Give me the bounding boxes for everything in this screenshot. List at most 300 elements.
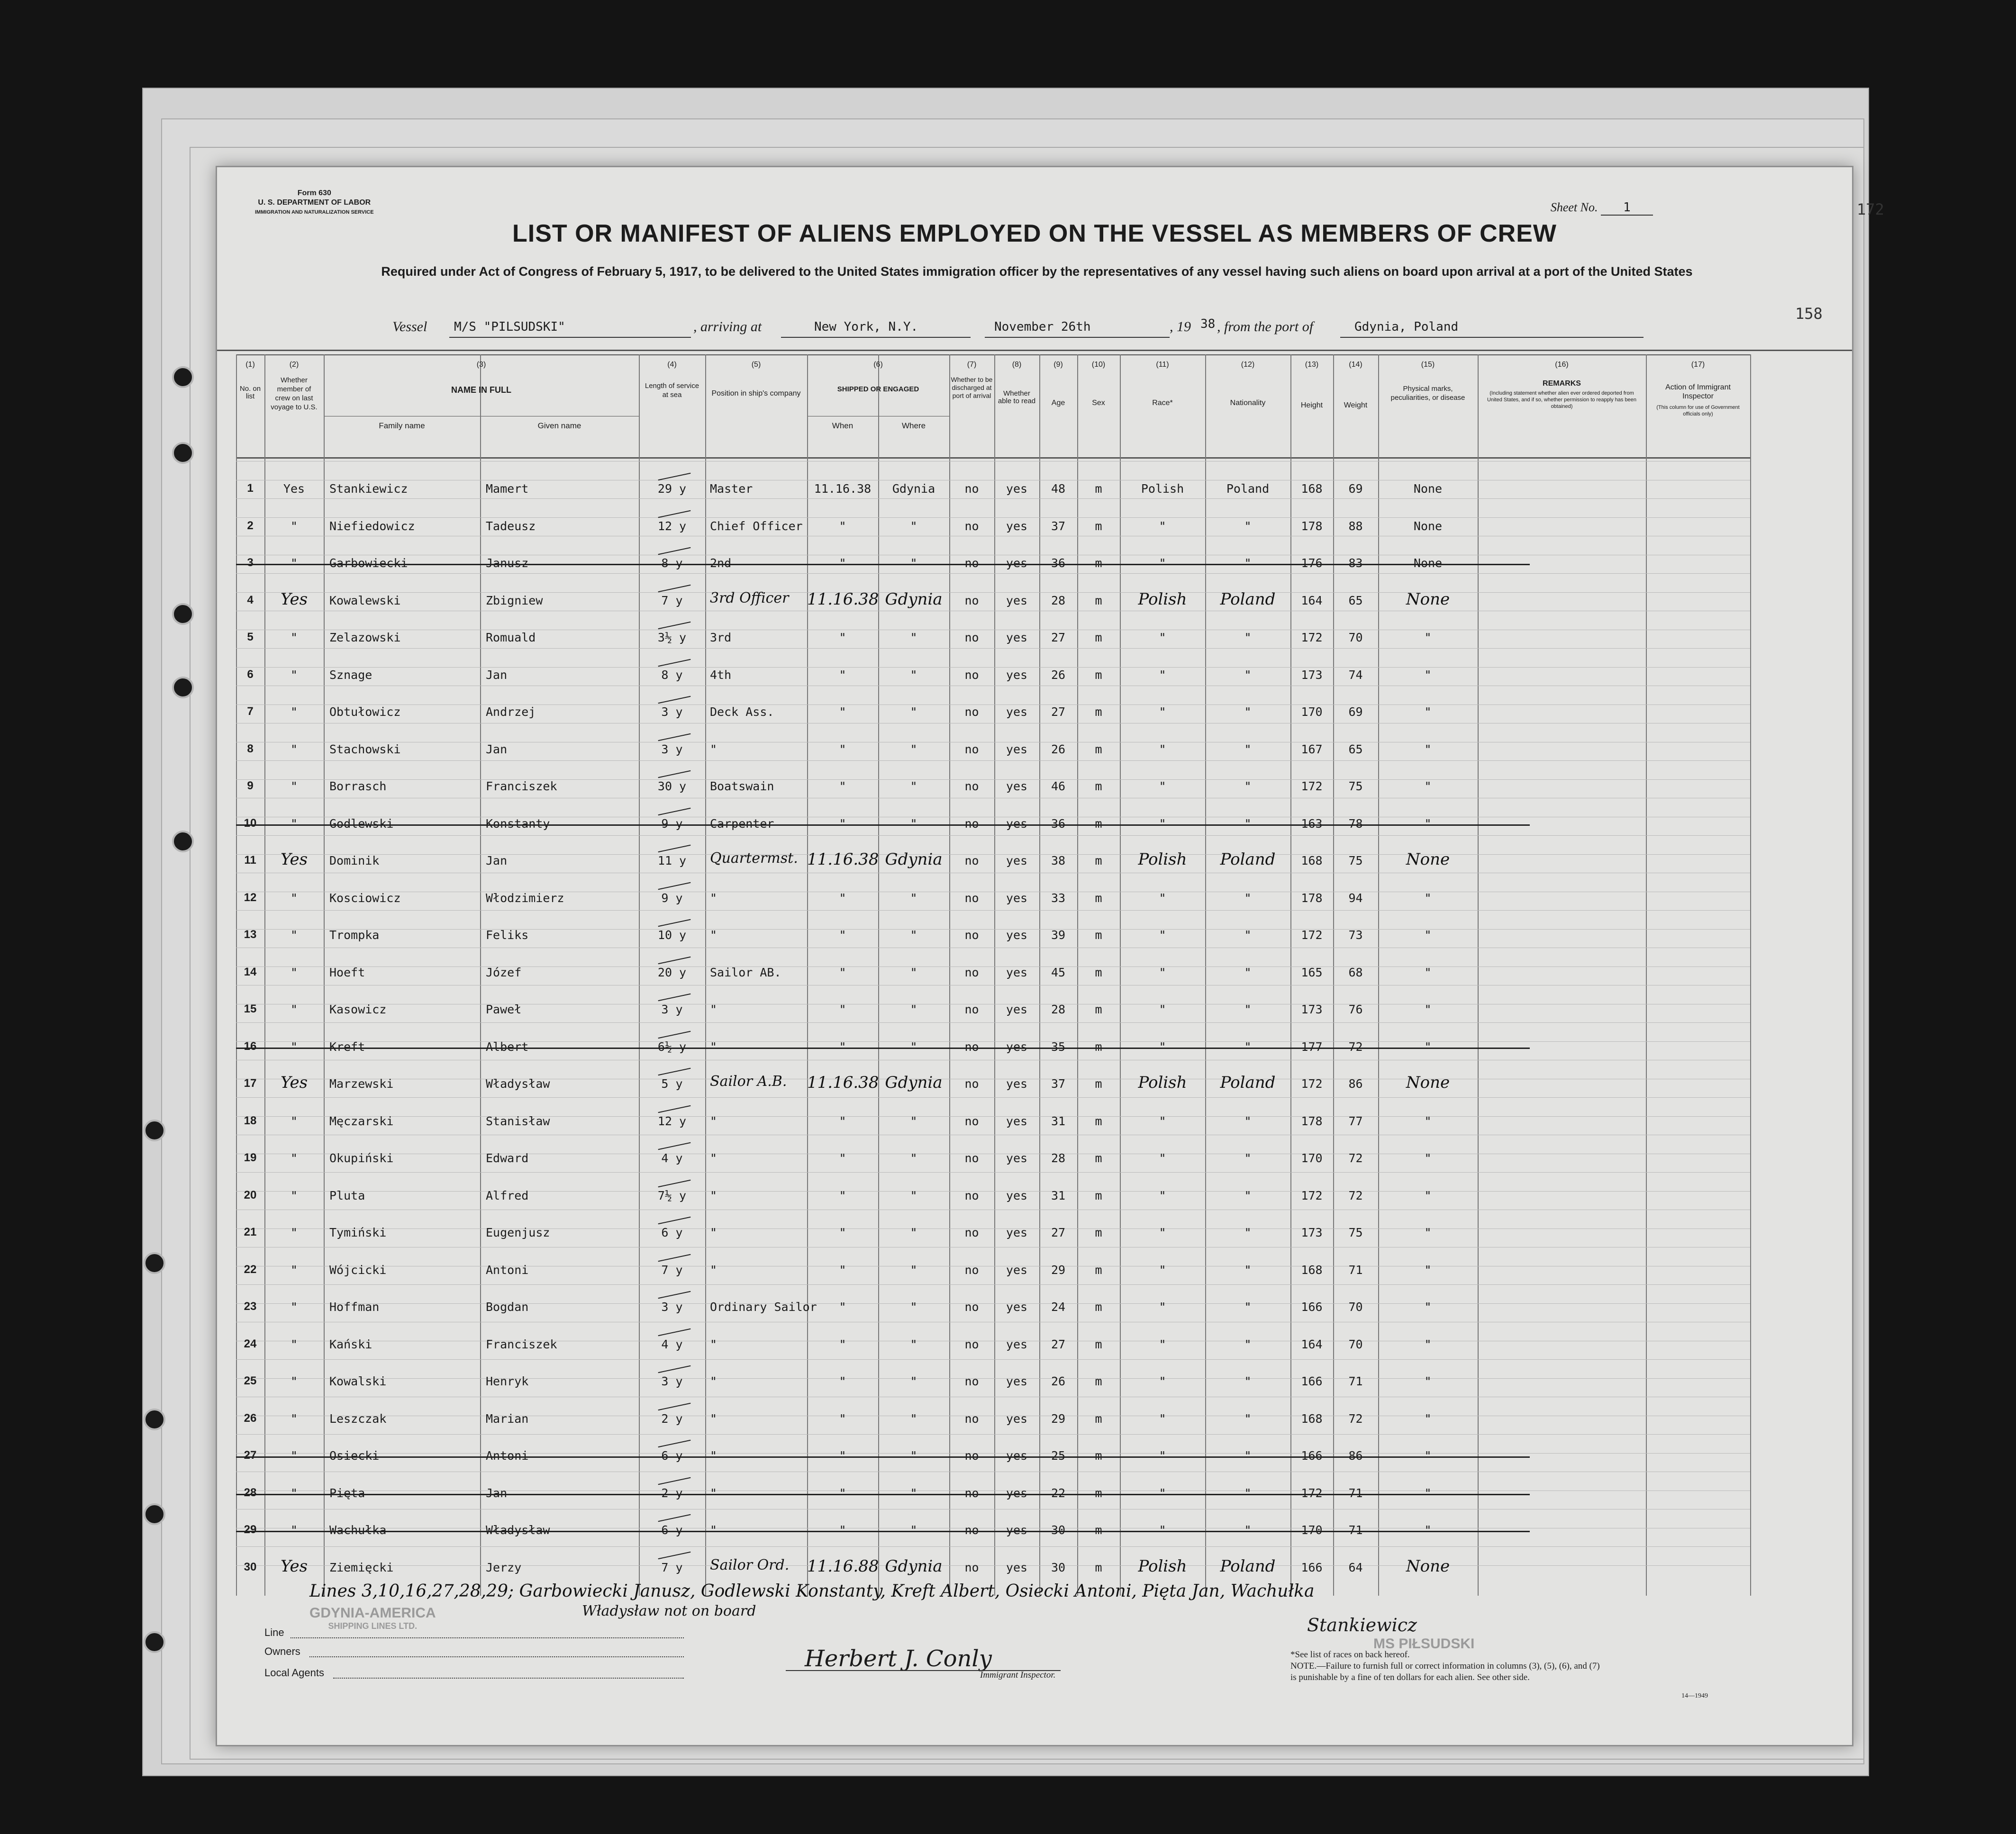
cell-weight: 86	[1348, 1077, 1363, 1091]
cell-last: "	[290, 1151, 298, 1165]
cell-where: "	[910, 1486, 917, 1500]
cell-no: 15	[244, 1003, 257, 1015]
column-label: No. on list	[239, 385, 261, 400]
cell-last: Yes	[280, 589, 308, 609]
cell-marks: "	[1424, 1039, 1432, 1054]
cell-service: 7 y	[661, 593, 683, 607]
cell-family: Pluta	[329, 1188, 365, 1202]
column-label: Nationality	[1230, 399, 1266, 407]
cell-sex: m	[1095, 891, 1102, 905]
annotation-line-1: Lines 3,10,16,27,28,29; Garbowiecki Janusz, Godlewski Konstanty, Kreft Albert, Osiecki Antoni, Pięta Jan, Wachułka	[309, 1581, 1315, 1601]
sheet-number-label: Sheet No.	[1550, 200, 1598, 214]
company-stamp-sub: SHIPPING LINES LTD.	[328, 1621, 418, 1631]
cell-no: 21	[244, 1226, 257, 1238]
cell-discharged: no	[964, 1077, 979, 1091]
column-label: Position in ship's company	[711, 389, 801, 398]
cell-where: "	[910, 705, 917, 719]
cell-nationality: "	[1244, 891, 1252, 905]
cell-when: "	[839, 705, 846, 719]
cell-last: "	[290, 631, 298, 644]
cell-no: 4	[247, 593, 254, 606]
cell-age: 37	[1051, 519, 1066, 533]
column-label: Height	[1300, 401, 1323, 409]
cell-weight: 71	[1348, 1263, 1363, 1277]
cell-nationality: "	[1244, 1337, 1252, 1351]
cell-position: Boatswain	[710, 779, 774, 793]
cell-height: 168	[1301, 1263, 1323, 1277]
cell-weight: 76	[1348, 1003, 1363, 1016]
cell-family: Garbowiecki	[329, 556, 408, 570]
cell-marks: None	[1406, 589, 1450, 609]
cell-age: 26	[1051, 668, 1066, 682]
cell-where: "	[910, 1226, 917, 1239]
cell-no: 25	[244, 1374, 257, 1387]
cell-service: 2 y	[661, 1411, 683, 1426]
cell-height: 164	[1301, 1337, 1323, 1351]
family-name-label: Family name	[379, 421, 425, 430]
cell-height: 178	[1301, 891, 1323, 905]
table-row	[217, 1336, 1852, 1373]
table-row	[217, 1521, 1852, 1559]
cell-height: 176	[1301, 556, 1323, 570]
cell-last: Yes	[283, 482, 305, 496]
cell-family: Zelazowski	[329, 631, 401, 644]
cell-race: "	[1159, 816, 1166, 831]
cell-given: Tadeusz	[486, 519, 536, 533]
cell-age: 24	[1051, 1300, 1066, 1314]
cell-last: "	[290, 1114, 298, 1128]
cell-nationality: "	[1244, 1226, 1252, 1239]
table-row	[217, 629, 1852, 666]
cell-position: "	[710, 1039, 717, 1054]
cell-when: "	[839, 668, 846, 682]
cell-service: 6½ y	[657, 1039, 687, 1054]
cell-no: 16	[244, 1039, 257, 1053]
cell-where: "	[910, 1411, 917, 1426]
cell-age: 26	[1051, 742, 1066, 756]
cell-nationality: "	[1244, 816, 1252, 831]
cell-position: "	[710, 1337, 717, 1351]
cell-discharged: no	[964, 1523, 979, 1537]
table-row	[217, 666, 1852, 704]
cell-weight: 77	[1348, 1114, 1363, 1128]
column-number: (2)	[289, 361, 299, 369]
cell-discharged: no	[964, 1449, 979, 1463]
cell-sex: m	[1095, 965, 1102, 979]
cell-service: 6 y	[661, 1226, 683, 1239]
cell-family: Kowalewski	[329, 593, 401, 607]
table-row	[217, 1075, 1852, 1112]
cell-given: Franciszek	[486, 779, 557, 793]
stamp-page-number: 172	[1857, 200, 1884, 218]
cell-where: "	[910, 1263, 917, 1277]
header-rule	[236, 354, 1750, 355]
cell-service: 3½ y	[657, 631, 687, 644]
cell-sex: m	[1095, 482, 1102, 496]
cell-service: 10 y	[657, 928, 687, 942]
cell-no: 19	[244, 1151, 257, 1164]
cell-race: "	[1159, 1337, 1166, 1351]
cell-nationality: "	[1244, 1003, 1252, 1016]
cell-family: Niefiedowicz	[329, 519, 415, 533]
column-number: (3)	[476, 361, 486, 369]
cell-when: "	[839, 742, 846, 756]
cell-position: Sailor A.B.	[710, 1073, 787, 1090]
cell-height: 166	[1301, 1300, 1323, 1314]
column-label: Race*	[1152, 399, 1173, 407]
cell-service: 12 y	[657, 519, 687, 533]
cell-when: "	[839, 556, 846, 570]
cell-weight: 74	[1348, 668, 1363, 682]
column-number: (13)	[1305, 361, 1319, 369]
cell-race: Polish	[1138, 1556, 1187, 1576]
cell-given: Franciszek	[486, 1337, 557, 1351]
cell-service: 7 y	[661, 1263, 683, 1277]
cell-family: Borrasch	[329, 779, 387, 793]
cell-discharged: no	[964, 631, 979, 644]
cell-read: yes	[1006, 1003, 1028, 1016]
cell-marks: "	[1424, 1263, 1432, 1277]
cell-age: 26	[1051, 1374, 1066, 1388]
cell-when: "	[839, 1003, 846, 1016]
cell-where: "	[910, 1337, 917, 1351]
races-note: *See list of races on back hereof.	[1290, 1650, 1410, 1660]
column-label: Weight	[1344, 401, 1368, 409]
cell-family: Hoffman	[329, 1300, 380, 1314]
cell-read: yes	[1006, 1263, 1028, 1277]
cell-given: Janusz	[486, 556, 529, 570]
cell-family: Hoeft	[329, 965, 365, 979]
cell-given: Władysław	[486, 1077, 550, 1091]
table-row	[217, 554, 1852, 592]
cell-sex: m	[1095, 1263, 1102, 1277]
cell-weight: 70	[1348, 1300, 1363, 1314]
cell-read: yes	[1006, 1077, 1028, 1091]
cell-given: Jan	[486, 1486, 508, 1500]
column-number: (15)	[1421, 361, 1435, 369]
cell-discharged: no	[964, 1039, 979, 1054]
cell-when: "	[839, 1374, 846, 1388]
cell-sex: m	[1095, 1300, 1102, 1314]
cell-race: "	[1159, 1411, 1166, 1426]
cell-where: "	[910, 1114, 917, 1128]
cell-race: "	[1159, 705, 1166, 719]
cell-given: Romuald	[486, 631, 536, 644]
print-code: 14—1949	[1681, 1692, 1708, 1699]
cell-given: Antoni	[486, 1263, 529, 1277]
cell-marks: "	[1424, 1003, 1432, 1016]
cell-given: Stanisław	[486, 1114, 550, 1128]
column-number: (12)	[1241, 361, 1255, 369]
cell-when: "	[839, 1151, 846, 1165]
column-number: (5)	[751, 361, 761, 369]
cell-position: Deck Ass.	[710, 705, 774, 719]
cell-no: 1	[247, 482, 254, 495]
cell-discharged: no	[964, 1374, 979, 1388]
cell-race: Polish	[1138, 850, 1187, 869]
cell-marks: "	[1424, 742, 1432, 756]
cell-service: 8 y	[661, 556, 683, 570]
cell-nationality: "	[1244, 1374, 1252, 1388]
cell-given: Jan	[486, 668, 508, 682]
cell-last: Yes	[280, 1073, 308, 1092]
table-row	[217, 1038, 1852, 1075]
cell-nationality: "	[1244, 1523, 1252, 1537]
cell-last: "	[290, 556, 298, 570]
cell-marks: "	[1424, 928, 1432, 942]
cell-weight: 64	[1348, 1560, 1363, 1574]
cell-position: 2nd	[710, 556, 732, 570]
cell-race: "	[1159, 1188, 1166, 1202]
shipped-when-label: When	[832, 421, 854, 430]
stamp-side-number: 158	[1795, 305, 1823, 323]
cell-discharged: no	[964, 1263, 979, 1277]
cell-sex: m	[1095, 1560, 1102, 1574]
cell-age: 30	[1051, 1560, 1066, 1574]
cell-age: 22	[1051, 1486, 1066, 1500]
cell-last: "	[290, 1486, 298, 1500]
cell-position: 3rd Officer	[710, 589, 789, 606]
cell-no: 6	[247, 668, 254, 681]
cell-no: 24	[244, 1337, 257, 1350]
cell-family: Tymiński	[329, 1226, 387, 1239]
given-name-label: Given name	[537, 421, 581, 430]
cell-age: 29	[1051, 1411, 1066, 1426]
cell-age: 27	[1051, 1226, 1066, 1239]
cell-family: Ziemięcki	[329, 1560, 394, 1574]
cell-given: Henryk	[486, 1374, 529, 1388]
manifest-sheet	[216, 166, 1884, 1746]
cell-race: "	[1159, 1374, 1166, 1388]
cell-no: 29	[244, 1523, 257, 1536]
cell-discharged: no	[964, 1226, 979, 1239]
cell-no: 11	[244, 854, 256, 867]
cell-sex: m	[1095, 593, 1102, 607]
cell-service: 3 y	[661, 705, 683, 719]
cell-given: Albert	[486, 1039, 529, 1054]
cell-discharged: no	[964, 556, 979, 570]
cell-age: 28	[1051, 593, 1066, 607]
cell-given: Feliks	[486, 928, 529, 942]
cell-service: 30 y	[657, 779, 687, 793]
cell-nationality: "	[1244, 779, 1252, 793]
cell-height: 170	[1301, 705, 1323, 719]
table-row	[217, 1484, 1852, 1522]
cell-read: yes	[1006, 1188, 1028, 1202]
cell-discharged: no	[964, 593, 979, 607]
cell-sex: m	[1095, 1151, 1102, 1165]
cell-given: Włodzimierz	[486, 891, 564, 905]
cell-weight: 78	[1348, 816, 1363, 831]
column-label: Physical marks, peculiarities, or disease	[1390, 385, 1465, 402]
cell-service: 8 y	[661, 668, 683, 682]
cell-where: "	[910, 965, 917, 979]
cell-read: yes	[1006, 891, 1028, 905]
cell-discharged: no	[964, 705, 979, 719]
table-row	[217, 703, 1852, 741]
cell-position: "	[710, 1114, 717, 1128]
cell-position: Chief Officer	[710, 519, 803, 533]
cell-where: "	[910, 1003, 917, 1016]
cell-where: "	[910, 519, 917, 533]
cell-read: yes	[1006, 1486, 1028, 1500]
cell-nationality: "	[1244, 1263, 1252, 1277]
cell-discharged: no	[964, 965, 979, 979]
cell-nationality: "	[1244, 1486, 1252, 1500]
punch-hole	[172, 366, 194, 388]
cell-nationality: Poland	[1220, 589, 1276, 609]
cell-read: yes	[1006, 965, 1028, 979]
cell-when: 11.16.38	[807, 850, 879, 869]
cell-last: "	[290, 965, 298, 979]
cell-sex: m	[1095, 928, 1102, 942]
cell-last: "	[290, 1226, 298, 1239]
cell-sex: m	[1095, 854, 1102, 867]
cell-nationality: "	[1244, 1114, 1252, 1128]
cell-discharged: no	[964, 1003, 979, 1016]
cell-no: 2	[247, 519, 254, 532]
cell-height: 168	[1301, 482, 1323, 496]
cell-when: "	[839, 891, 846, 905]
cell-height: 170	[1301, 1523, 1323, 1537]
cell-sex: m	[1095, 668, 1102, 682]
cell-height: 168	[1301, 1411, 1323, 1426]
cell-discharged: no	[964, 1114, 979, 1128]
inspector-note: (This column for use of Government officials only)	[1656, 405, 1740, 417]
cell-sex: m	[1095, 1486, 1102, 1500]
inspector-signature: Herbert J. Conly	[805, 1645, 992, 1672]
cell-marks: "	[1424, 779, 1432, 793]
cell-given: Józef	[486, 965, 522, 979]
cell-when: "	[839, 631, 846, 644]
cell-given: Paweł	[486, 1003, 522, 1016]
cell-weight: 94	[1348, 891, 1363, 905]
cell-race: Polish	[1138, 589, 1187, 609]
cell-weight: 70	[1348, 631, 1363, 644]
cell-last: "	[290, 1374, 298, 1388]
cell-race: "	[1159, 891, 1166, 905]
cell-when: 11.16.38	[814, 482, 872, 496]
cell-read: yes	[1006, 482, 1028, 496]
strike-through-line	[236, 1494, 1530, 1495]
cell-where: "	[910, 631, 917, 644]
cell-sex: m	[1095, 519, 1102, 533]
cell-height: 178	[1301, 519, 1323, 533]
cell-no: 17	[244, 1077, 257, 1090]
cell-family: Pięta	[329, 1486, 365, 1500]
cell-read: yes	[1006, 1449, 1028, 1463]
cell-given: Jan	[486, 742, 508, 756]
cell-last: "	[290, 1003, 298, 1016]
cell-race: Polish	[1138, 1073, 1187, 1092]
local-agents-label: Local Agents	[264, 1667, 324, 1679]
cell-weight: 72	[1348, 1411, 1363, 1426]
cell-service: 2 y	[661, 1486, 683, 1500]
cell-family: Kański	[329, 1337, 372, 1351]
cell-height: 167	[1301, 742, 1323, 756]
cell-no: 27	[244, 1449, 257, 1462]
cell-marks: "	[1424, 1151, 1432, 1165]
cell-where: "	[910, 668, 917, 682]
cell-family: Kosciowicz	[329, 891, 401, 905]
cell-weight: 75	[1348, 779, 1363, 793]
column-number: (11)	[1156, 361, 1169, 369]
cell-last: "	[290, 705, 298, 719]
cell-sex: m	[1095, 556, 1102, 570]
cell-sex: m	[1095, 742, 1102, 756]
cell-marks: "	[1424, 1411, 1432, 1426]
cell-height: 172	[1301, 928, 1323, 942]
cell-nationality: "	[1244, 742, 1252, 756]
cell-height: 173	[1301, 1003, 1323, 1016]
cell-position: "	[710, 1003, 717, 1016]
cell-no: 28	[244, 1486, 257, 1499]
cell-service: 29 y	[657, 482, 687, 496]
cell-position: Carpenter	[710, 816, 774, 831]
column-number: (14)	[1349, 361, 1362, 369]
year-prefix: , 19	[1170, 319, 1191, 334]
cell-race: "	[1159, 1486, 1166, 1500]
cell-where: "	[910, 779, 917, 793]
cell-discharged: no	[964, 519, 979, 533]
cell-last: "	[290, 779, 298, 793]
cell-family: Kreft	[329, 1039, 365, 1054]
cell-race: "	[1159, 1151, 1166, 1165]
cell-position: "	[710, 1374, 717, 1388]
cell-where: "	[910, 742, 917, 756]
cell-sex: m	[1095, 1374, 1102, 1388]
cell-weight: 71	[1348, 1486, 1363, 1500]
table-row	[217, 589, 1852, 629]
cell-when: "	[839, 1263, 846, 1277]
cell-marks: "	[1424, 816, 1432, 831]
cell-given: Andrzej	[486, 705, 536, 719]
table-row	[217, 480, 1852, 517]
cell-marks: "	[1424, 1486, 1432, 1500]
column-number: (6)	[873, 361, 883, 369]
cell-last: "	[290, 891, 298, 905]
cell-nationality: Poland	[1220, 1073, 1276, 1092]
cell-service: 9 y	[661, 816, 683, 831]
table-row	[217, 1224, 1852, 1261]
cell-race: "	[1159, 1449, 1166, 1463]
cell-weight: 72	[1348, 1151, 1363, 1165]
header-bottom-rule	[236, 457, 1750, 459]
cell-last: "	[290, 1449, 298, 1463]
cell-weight: 72	[1348, 1188, 1363, 1202]
column-number: (16)	[1555, 361, 1569, 369]
cell-last: "	[290, 1523, 298, 1537]
cell-discharged: no	[964, 1188, 979, 1202]
cell-service: 3 y	[661, 1374, 683, 1388]
column-label: SHIPPED OR ENGAGED	[837, 385, 919, 393]
cell-weight: 65	[1348, 742, 1363, 756]
table-row	[217, 1112, 1852, 1150]
punch-hole	[144, 1120, 165, 1141]
cell-height: 170	[1301, 1151, 1323, 1165]
cell-sex: m	[1095, 1039, 1102, 1054]
table-row	[217, 777, 1852, 815]
cell-nationality: "	[1244, 1300, 1252, 1314]
cell-no: 18	[244, 1114, 257, 1127]
arriving-label: , arriving at	[693, 319, 762, 334]
cell-family: Osiecki	[329, 1449, 380, 1463]
table-row	[217, 1447, 1852, 1484]
column-number: (8)	[1012, 361, 1022, 369]
cell-weight: 69	[1348, 482, 1363, 496]
cell-given: Konstanty	[486, 816, 550, 831]
punch-hole	[172, 603, 194, 625]
